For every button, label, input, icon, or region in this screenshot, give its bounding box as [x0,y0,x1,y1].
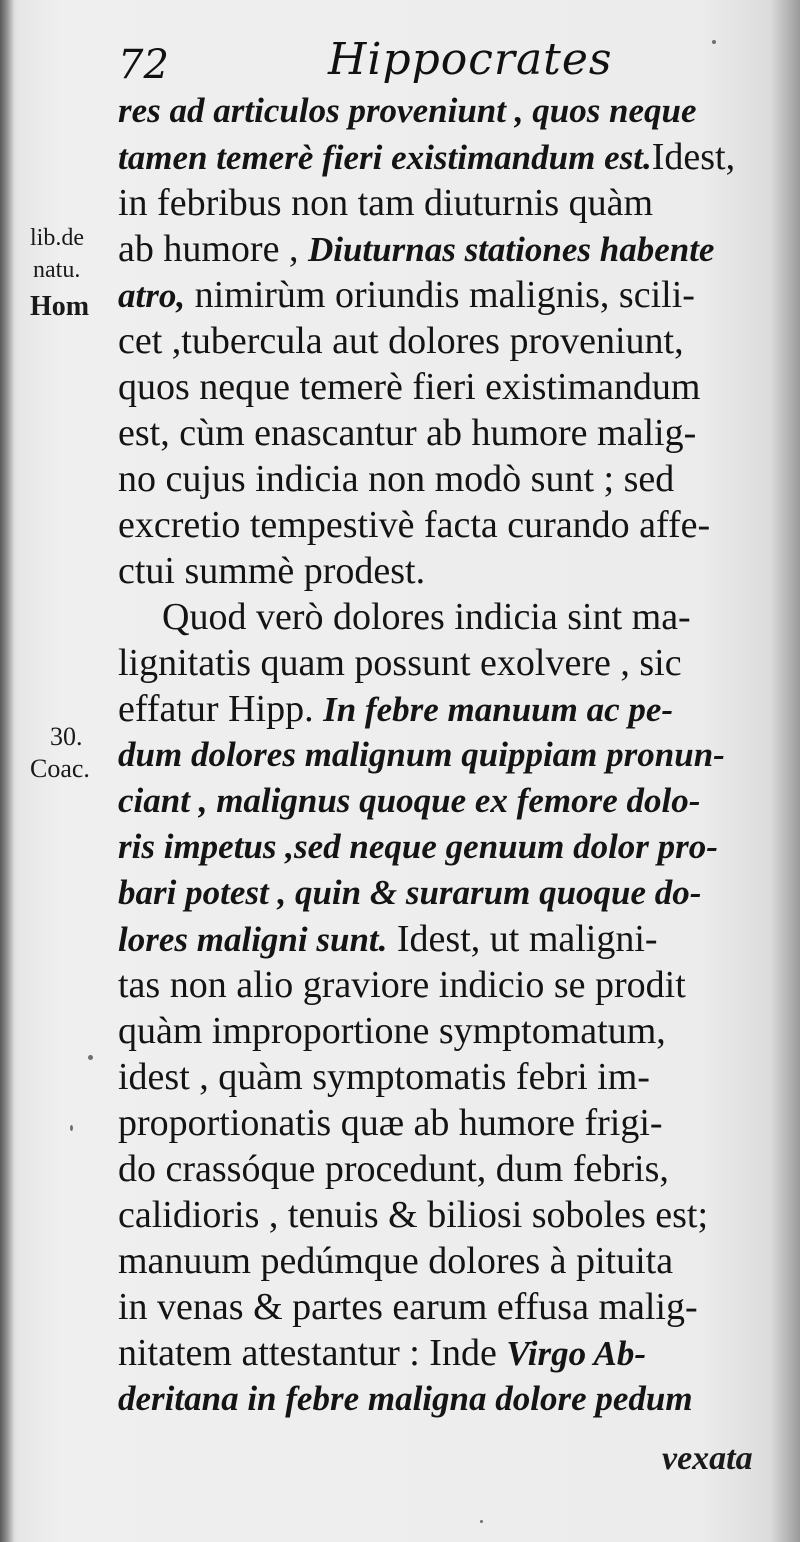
text-line: quos neque temerè fieri existimandum [118,366,701,408]
text-line: manuum pedúmque dolores à pituita [118,1240,674,1282]
spine-shadow [0,0,14,1542]
text-line: est, cùm enascantur ab humore malig- [118,412,697,454]
page-number: 72 [118,42,169,88]
text-line: Quod verò dolores indicia sint ma- [162,596,691,638]
text-line: dum dolores malignum quippiam pronun- [118,735,725,774]
paper-speck [712,40,716,44]
paper-speck [88,1055,93,1060]
paper-speck [70,1125,73,1131]
italic-segment: Diuturnas stationes habente [307,230,715,269]
paper-speck [480,1520,483,1523]
italic-segment: atro, [118,276,186,315]
text-line: in febribus non tam diuturnis quàm [118,182,654,224]
roman-segment: Idest, ut maligni- [387,918,658,960]
text-line: ris impetus ,sed neque genuum dolor pro- [118,827,718,866]
italic-segment: tamen temerè fieri existimandum est. [118,138,652,177]
text-line [118,226,714,272]
text-line [118,686,673,732]
text-line: bari potest , quin & surarum quoque do- [118,873,702,912]
margin-note-ref1-line2: natu. [33,257,81,283]
text-line [118,272,695,318]
text-line: ciant , malignus quoque ex femore dolo- [118,781,701,820]
text-line: quàm improportione symptomatum, [118,1010,666,1052]
text-line: deritana in febre maligna dolore pedum [118,1379,693,1418]
text-line: calidioris , tenuis & biliosi soboles est; [118,1194,709,1236]
roman-segment: nimirùm oriundis malignis, scili- [185,274,695,316]
margin-note-ref2-number: 30. [50,722,83,751]
roman-segment: Idest, [651,136,736,178]
margin-note-ref2-text: Coac. [30,754,90,783]
italic-segment: Virgo Ab- [506,1334,647,1373]
text-line: do crassóque procedunt, dum febris, [118,1148,669,1190]
text-line: ctui summè prodest. [118,550,426,592]
running-title: Hippocrates [328,34,613,85]
margin-note-ref1-line1: lib.de [30,225,84,251]
text-line: tas non alio graviore indicio se prodit [118,964,686,1006]
italic-segment: lores maligni sunt. [118,920,388,959]
text-line: proportionatis quæ ab humore frigi- [118,1102,663,1144]
text-line: res ad articulos proveniunt , quos neque [118,91,697,130]
roman-segment: nitatem attestantur : Inde [118,1332,507,1374]
text-line: lignitatis quam possunt exolvere , sic [118,642,682,684]
text-line [118,1330,646,1376]
text-line [118,134,735,180]
text-line: excretio tempestivè facta curando affe- [118,504,711,546]
italic-segment: In febre manuum ac pe- [323,690,674,729]
roman-segment: effatur Hipp. [118,688,324,730]
text-line: in venas & partes earum effusa malig- [118,1286,698,1328]
text-line: cet ,tubercula aut dolores proveniunt, [118,320,684,362]
roman-segment: ab humore , [118,228,308,270]
text-line [118,916,658,962]
catchword: vexata [662,1440,753,1477]
margin-note-ref1-line3: Hom [30,291,90,322]
text-line: idest , quàm symptomatis febri im- [118,1056,650,1098]
text-line: no cujus indicia non modò sunt ; sed [118,458,675,500]
